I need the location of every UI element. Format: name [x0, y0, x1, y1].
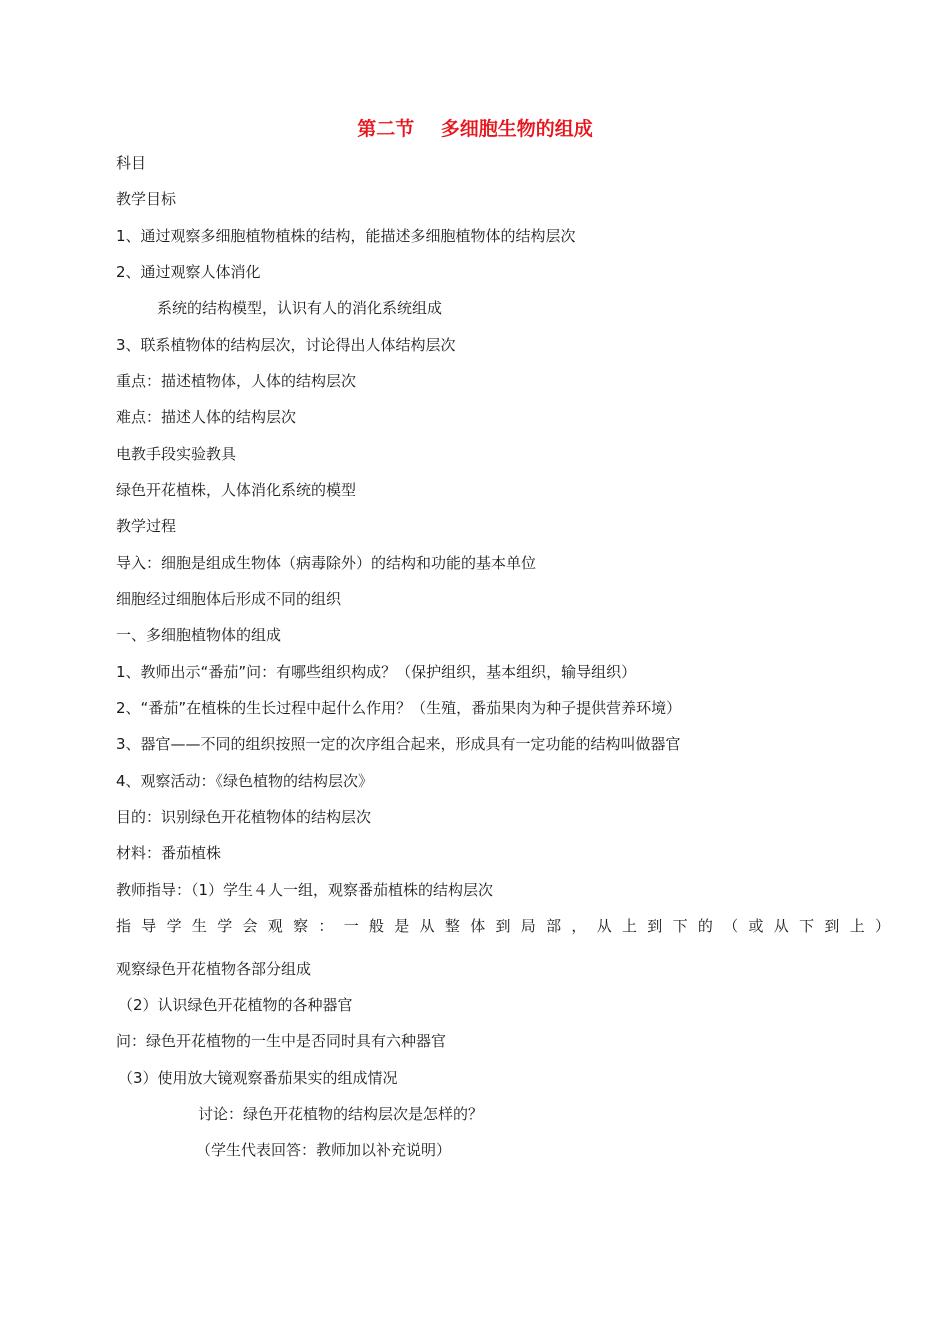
text-line: 3、器官——不同的组织按照一定的次序组合起来，形成具有一定功能的结构叫做器官: [116, 735, 681, 753]
text-line: 教师指导：（1）学生４人一组，观察番茄植株的结构层次: [116, 881, 494, 899]
text-line: 电教手段实验教具: [116, 445, 237, 463]
text-line: 讨论：绿色开花植物的结构层次是怎样的？: [198, 1105, 484, 1123]
text-line: 2、通过观察人体消化: [116, 263, 261, 281]
text-line: 材料：番茄植株: [116, 844, 222, 862]
text-line: 重点：描述植物体，人体的结构层次: [116, 372, 357, 390]
text-line: 导入：细胞是组成生物体（病毒除外）的结构和功能的基本单位: [116, 554, 537, 572]
text-line: 教学过程: [116, 517, 177, 535]
text-line: 难点：描述人体的结构层次: [116, 408, 297, 426]
text-line: 一、多细胞植物体的组成: [116, 626, 282, 644]
text-line: 目的：识别绿色开花植物体的结构层次: [116, 808, 372, 826]
text-line: 4、观察活动：《绿色植物的结构层次》: [116, 772, 374, 790]
text-line: 科目: [116, 154, 147, 172]
text-line: 指导学生学会观察：一般是从整体到局部，从上到下的（或从下到上）: [116, 917, 901, 935]
text-line: 2、“番茄”在植株的生长过程中起什么作用？（生殖，番茄果肉为种子提供营养环境）: [116, 699, 682, 717]
text-line: 1、通过观察多细胞植物植株的结构，能描述多细胞植物体的结构层次: [116, 227, 576, 245]
text-line: 教学目标: [116, 190, 177, 208]
text-line: （2）认识绿色开花植物的各种器官: [118, 996, 353, 1014]
text-line: （3）使用放大镜观察番茄果实的组成情况: [118, 1069, 398, 1087]
text-line: 问：绿色开花植物的一生中是否同时具有六种器官: [116, 1032, 447, 1050]
text-line: 细胞经过细胞体后形成不同的组织: [116, 590, 342, 608]
text-line: 绿色开花植株，人体消化系统的模型: [116, 481, 357, 499]
text-line: 观察绿色开花植物各部分组成: [116, 960, 312, 978]
text-line: 系统的结构模型，认识有人的消化系统组成: [157, 299, 443, 317]
text-line: 1、教师出示“番茄”问：有哪些组织构成？（保护组织，基本组织，输导组织）: [116, 663, 637, 681]
page-title: 第二节 多细胞生物的组成: [357, 118, 593, 140]
text-line: （学生代表回答：教师加以补充说明）: [196, 1141, 452, 1159]
text-line: 3、联系植物体的结构层次，讨论得出人体结构层次: [116, 336, 456, 354]
